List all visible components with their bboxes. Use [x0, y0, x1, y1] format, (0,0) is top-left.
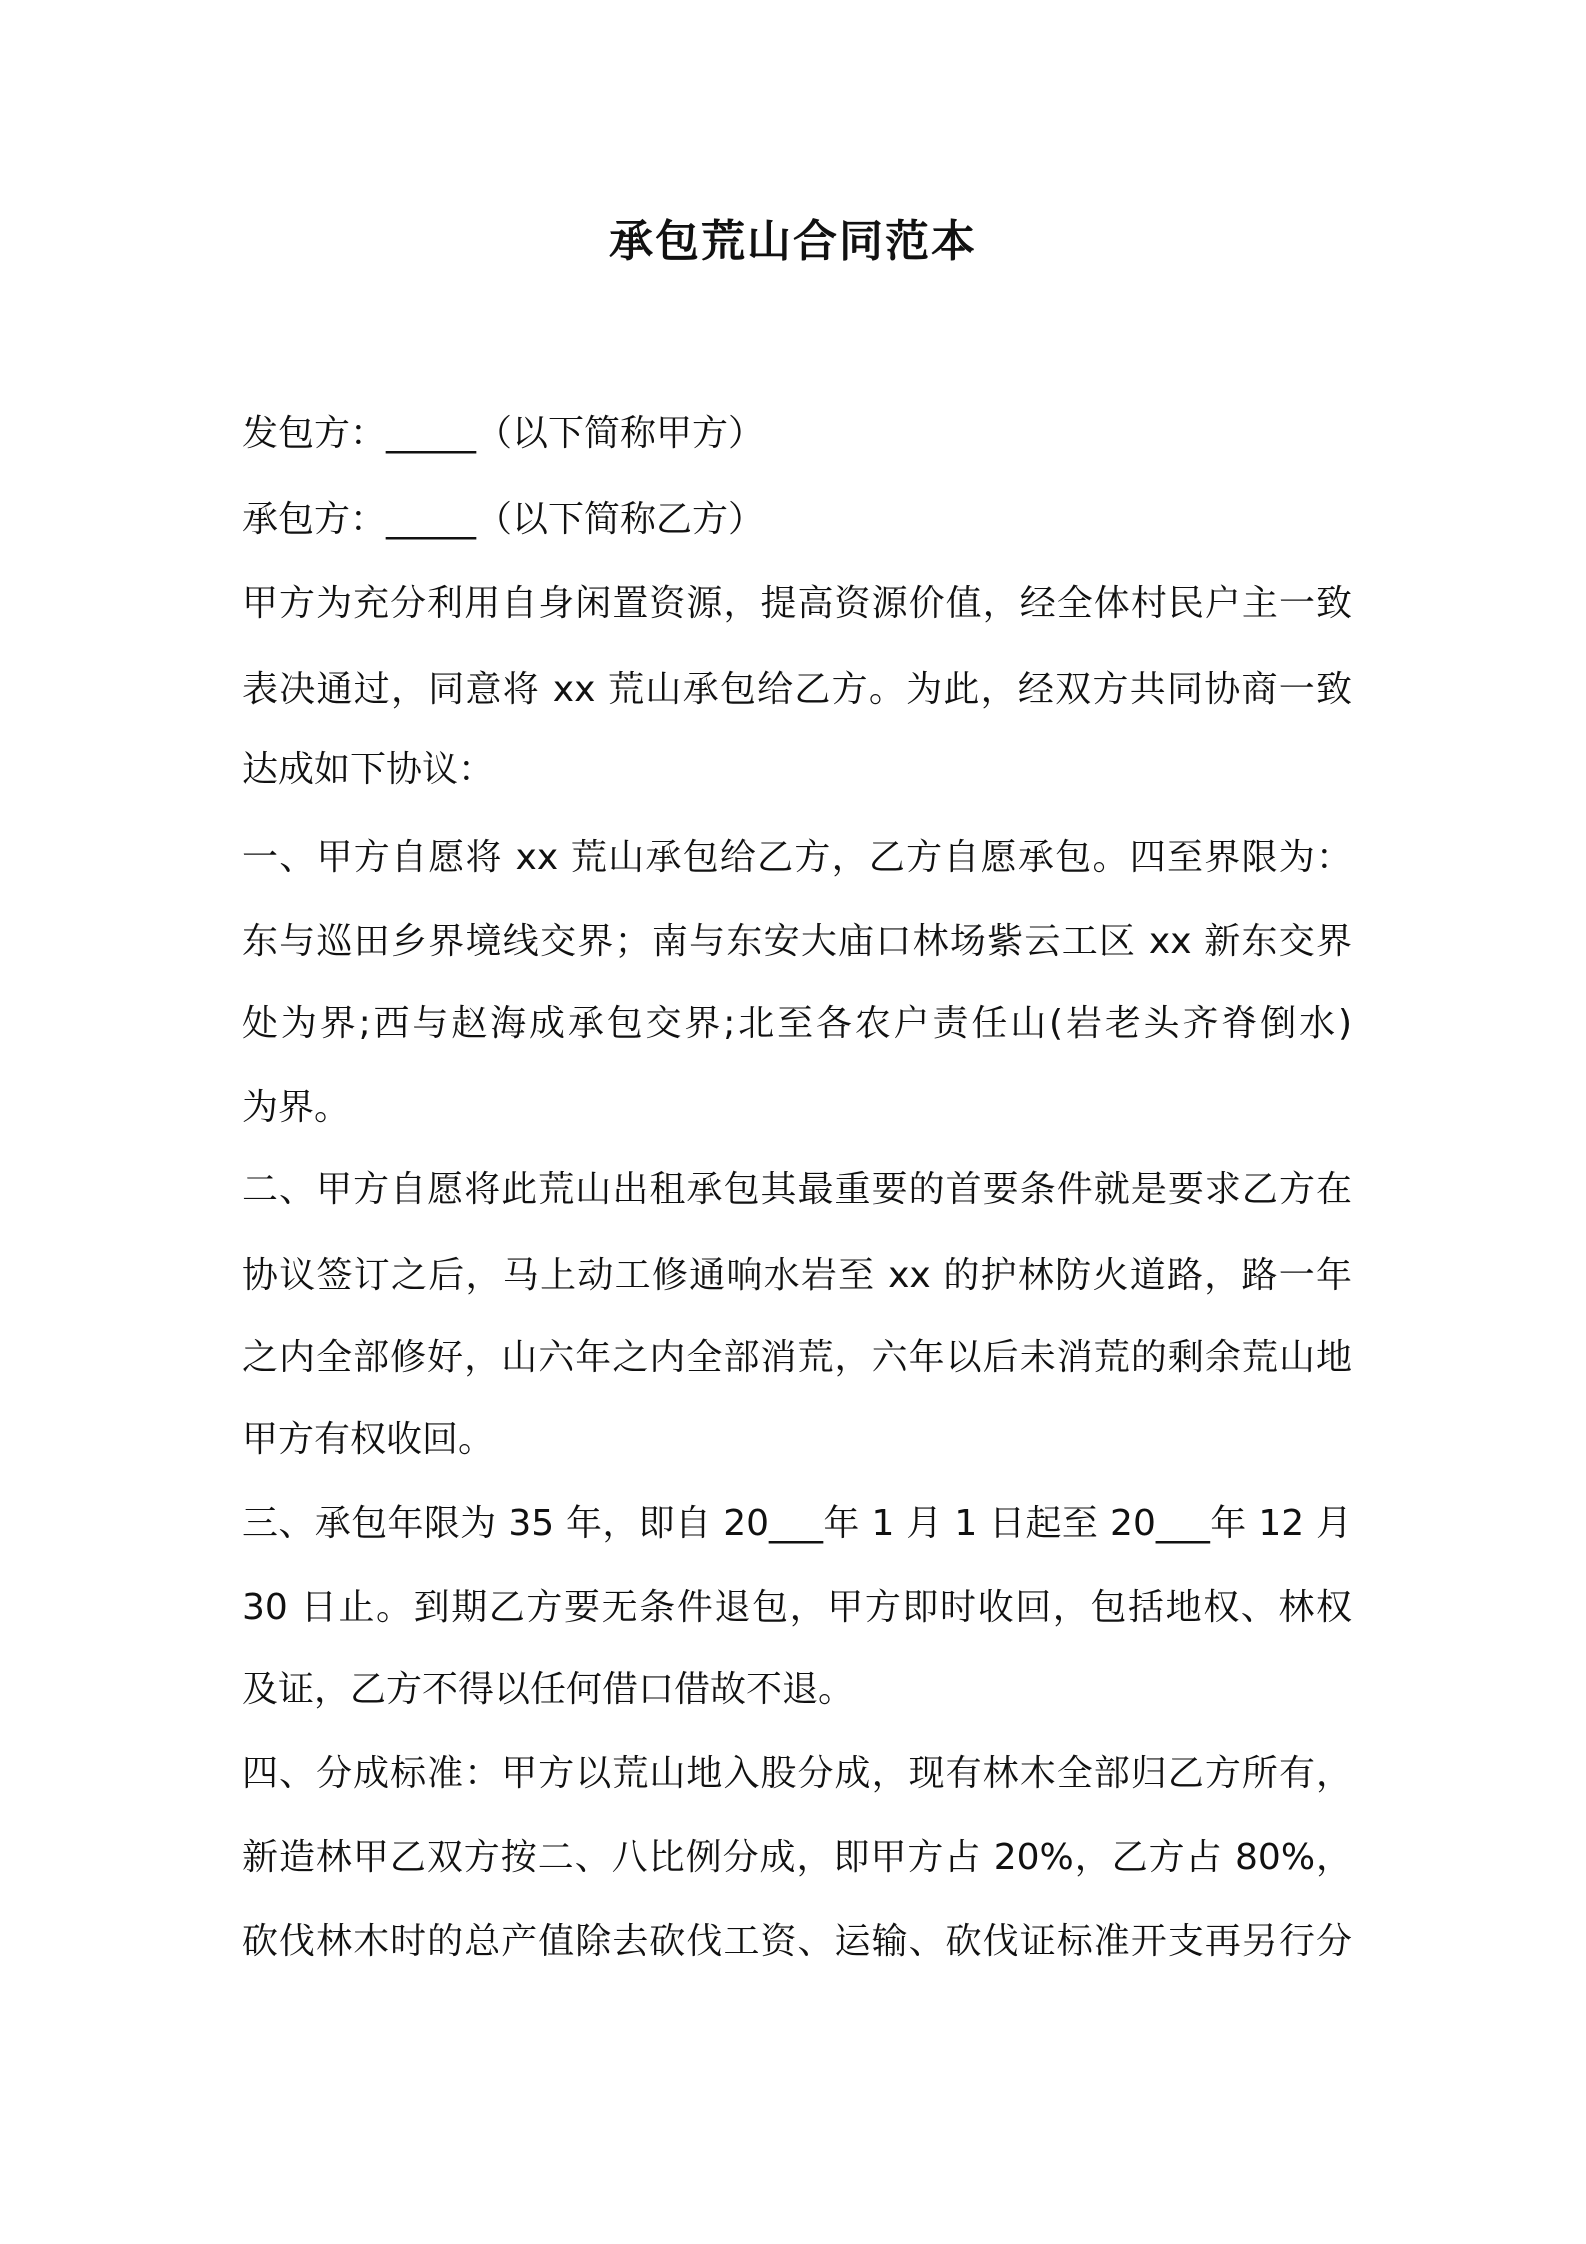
paragraph-line: 甲方为充分利用自身闲置资源，提高资源价值，经全体村民户主一致 — [242, 583, 1352, 624]
clause-2-line: 之内全部修好，山六年之内全部消荒，六年以后未消荒的剩余荒山地 — [242, 1337, 1352, 1378]
party-a-line: 发包方：_____（以下简称甲方） — [242, 413, 765, 454]
paragraph-line: 表决通过，同意将 xx 荒山承包给乙方。为此，经双方共同协商一致 — [242, 669, 1352, 710]
clause-3-line: 三、承包年限为 35 年，即自 20___年 1 月 1 日起至 20___年 12 月 — [242, 1503, 1352, 1544]
paragraph-line: 达成如下协议： — [242, 749, 495, 790]
clause-4-line: 砍伐林木时的总产值除去砍伐工资、运输、砍伐证标准开支再另行分 — [242, 1921, 1352, 1962]
clause-1-line: 东与巡田乡界境线交界；南与东安大庙口林场紫云工区 xx 新东交界 — [242, 921, 1352, 962]
party-b-line: 承包方：_____（以下简称乙方） — [242, 499, 765, 540]
clause-4-line: 四、分成标准：甲方以荒山地入股分成，现有林木全部归乙方所有， — [242, 1753, 1352, 1794]
clause-3-line: 及证，乙方不得以任何借口借故不退。 — [242, 1669, 855, 1710]
clause-4-line: 新造林甲乙双方按二、八比例分成，即甲方占 20%，乙方占 80%， — [242, 1837, 1352, 1878]
clause-1-line: 处为界;西与赵海成承包交界;北至各农户责任山(岩老头齐脊倒水) — [242, 1003, 1352, 1044]
clause-2-line: 甲方有权收回。 — [242, 1419, 495, 1460]
clause-3-line: 30 日止。到期乙方要无条件退包，甲方即时收回，包括地权、林权 — [242, 1587, 1352, 1628]
clause-2-line: 协议签订之后，马上动工修通响水岩至 xx 的护林防火道路，路一年 — [242, 1255, 1352, 1296]
clause-1-line: 为界。 — [242, 1087, 351, 1128]
document-title: 承包荒山合同范本 — [609, 216, 977, 267]
clause-1-line: 一、甲方自愿将 xx 荒山承包给乙方，乙方自愿承包。四至界限为： — [242, 837, 1352, 878]
clause-2-line: 二、甲方自愿将此荒山出租承包其最重要的首要条件就是要求乙方在 — [242, 1169, 1352, 1210]
